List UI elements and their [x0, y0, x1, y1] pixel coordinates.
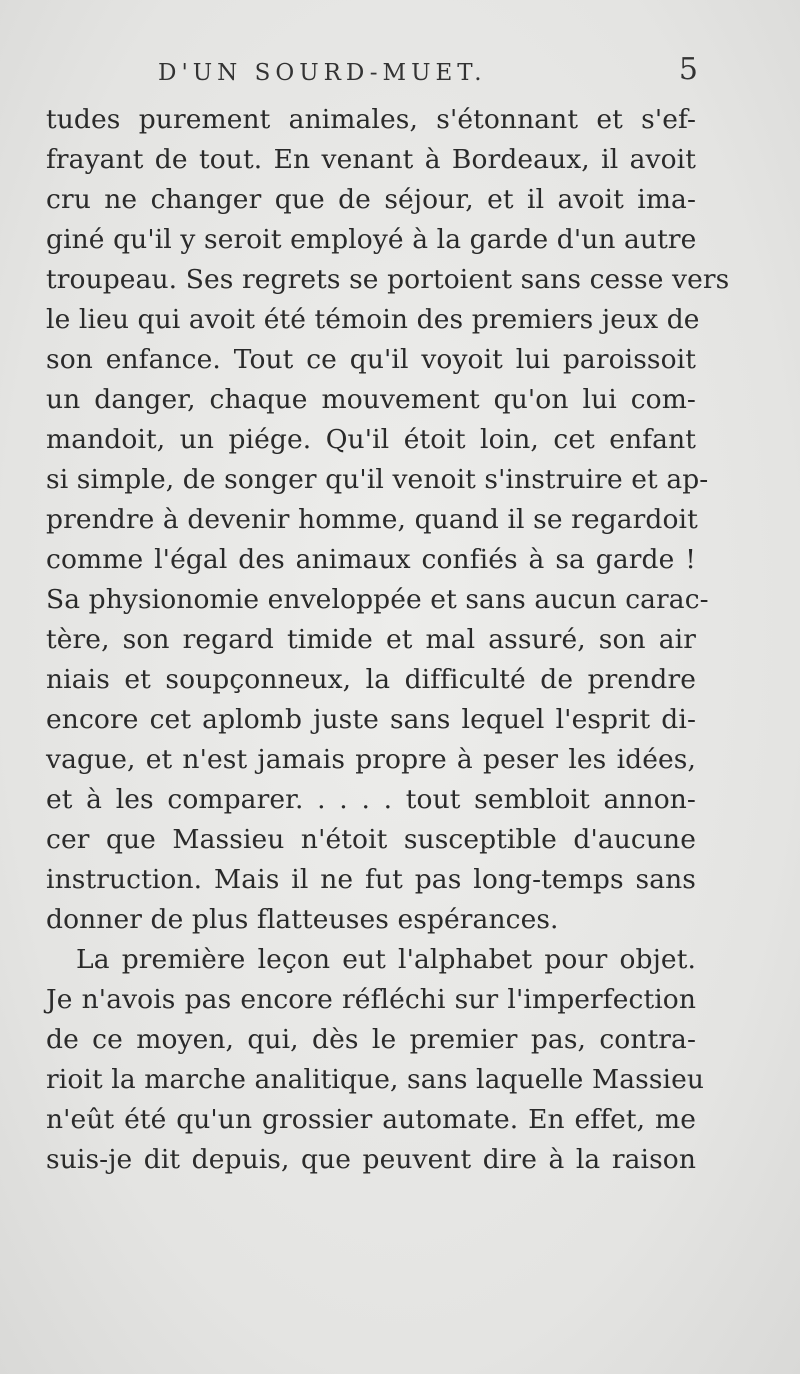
page-number: 5: [678, 52, 698, 87]
text-line: tudes purement animales, s'étonnant et s'ef-: [46, 104, 696, 135]
text-line: et à les comparer. . . . . tout sembloit annon-: [46, 784, 696, 815]
running-head: D'UN SOURD-MUET.: [158, 60, 487, 86]
text-line: Sa physionomie enveloppée et sans aucun carac-: [46, 584, 709, 615]
text-line: suis-je dit depuis, que peuvent dire à la raison: [46, 1144, 696, 1175]
text-line: un danger, chaque mouvement qu'on lui com-: [46, 384, 696, 415]
text-line: troupeau. Ses regrets se portoient sans cesse vers: [46, 264, 730, 295]
text-line: le lieu qui avoit été témoin des premiers jeux de: [46, 304, 700, 335]
text-line: tère, son regard timide et mal assuré, son air: [46, 624, 696, 655]
body-text: [46, 100, 730, 1180]
paragraph-start-line: La première leçon eut l'alphabet pour objet.: [76, 944, 696, 975]
text-line: frayant de tout. En venant à Bordeaux, il avoit: [46, 144, 696, 175]
text-line: si simple, de songer qu'il venoit s'instruire et ap-: [46, 464, 709, 495]
text-line: rioit la marche analitique, sans laquelle Massieu: [46, 1064, 705, 1095]
text-line: cer que Massieu n'étoit susceptible d'aucune: [46, 824, 696, 855]
text-line: Je n'avois pas encore réfléchi sur l'imperfection: [46, 984, 696, 1015]
text-line: encore cet aplomb juste sans lequel l'esprit di-: [46, 704, 696, 735]
text-line: prendre à devenir homme, quand il se regardoit: [46, 504, 698, 535]
text-line: comme l'égal des animaux confiés à sa garde !: [46, 544, 696, 575]
paragraph-end-line: donner de plus flatteuses espérances.: [46, 904, 559, 935]
text-line: niais et soupçonneux, la difficulté de prendre: [46, 664, 696, 695]
text-line: de ce moyen, qui, dès le premier pas, contra-: [46, 1024, 696, 1055]
page-header: [48, 52, 698, 92]
text-line: instruction. Mais il ne fut pas long-temps sans: [46, 864, 696, 895]
text-line: mandoit, un piége. Qu'il étoit loin, cet enfant: [46, 424, 696, 455]
text-line: cru ne changer que de séjour, et il avoit ima-: [46, 184, 696, 215]
text-line: vague, et n'est jamais propre à peser les idées,: [46, 744, 696, 775]
text-line: n'eût été qu'un grossier automate. En effet, me: [46, 1104, 696, 1135]
text-line: son enfance. Tout ce qu'il voyoit lui paroissoit: [46, 344, 696, 375]
text-line: giné qu'il y seroit employé à la garde d'un autre: [46, 224, 697, 255]
